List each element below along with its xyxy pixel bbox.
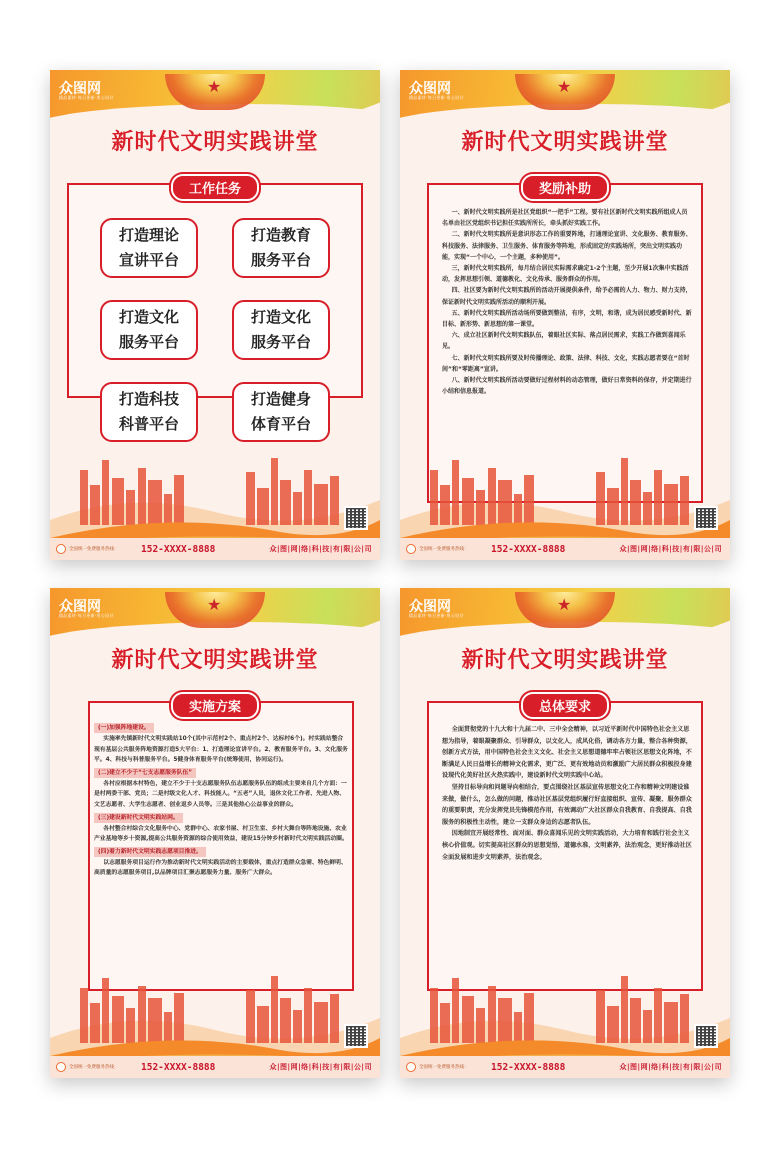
section-tab: 实施方案 (171, 692, 259, 719)
requirement-paragraph: 全面贯彻党的十九大和十九届二中、三中全会精神，以习近平新时代中国特色社会主义思想为指导，着眼凝聚群众、引导群众，以文化人，成风化俗，调动各方力量，整合各种资源，创新方式方法，用中国特色社会主义文化、社会主义思想道德牢牢占领社区思想文化阵地，不断满足人民日益增长的精神文化需求，更广泛、更有效地动员和激励广大居民群众积极投身建设现代化美好社区火热实践中，建设新时代文明实践中心站。 (442, 726, 692, 780)
rule-paragraph: 四、社区要为新时代文明实践所的活动开展提供条件，给予必需的人力、物力、财力支持，保证新时代文明实践所活动的顺利开展。 (442, 287, 692, 306)
brand-logo-subtitle: 精品素材·每日更新·用心设计 (409, 613, 464, 618)
plan-text (94, 721, 348, 879)
rule-paragraph: 三，新时代文明实践所，每月结合居民实际需求确定1-2个主题，至少开展1次集中实践活动，发挥思想引领、道德教化、文化传承、服务群众的作用。 (442, 265, 689, 284)
star-icon: ★ (557, 595, 572, 614)
hotline-label: 全国统一免费服务热线： (69, 547, 119, 552)
hotline-number: 152-XXXX-8888 (141, 543, 216, 555)
plan-section-heading: (二)建立不少于“七支志愿服务队伍” (94, 768, 196, 778)
section-tab: 总体要求 (521, 692, 609, 719)
qr-code-icon (694, 1024, 718, 1048)
company-signature: 众|图|网|络|科|技|有|限|公|司 (269, 1063, 372, 1071)
task-card (232, 300, 330, 360)
plan-paragraph: 以志愿服务项目运行作为推动新时代文明实践活动的主要载体，重点打造群众急需、特色鲜明、高质量的志愿服务项目,以品牌项目汇聚志愿服务力量、服务广大群众。 (94, 859, 347, 877)
star-icon: ★ (207, 595, 222, 614)
rule-paragraph: 六、成立社区新时代文明实践队伍，着眼社区实际、落点居民需求，实践工作做到喜闻乐见。 (442, 332, 686, 351)
brand-logo-subtitle: 精品素材·每日更新·用心设计 (409, 95, 464, 100)
qr-code-icon (344, 1024, 368, 1048)
task-line-2: 体育平台 (250, 415, 311, 433)
rule-paragraph: 七、新时代文明实践所要及时传播理论、政策、法律、科技、文化，实践志愿者要在“首时间”和“零距离”宣讲。 (442, 354, 690, 373)
qr-code-icon (344, 506, 368, 530)
brand-logo: 众图网 (409, 80, 451, 96)
task-line-1: 打造科技 (118, 390, 179, 408)
plan-paragraph: 实施率先镇新时代文明实践站10个(其中示范村2个、重点村2个、达标村6个)。村实践站整合现有基层公共服务阵地资源打造5大平台：1、打造理论宣讲平台。2、教育服务平台。3、文化服务平。4、科技与科普服务平台。5健身体育服务平台(统筹使用，协同运行)。 (94, 736, 348, 764)
plan-section-heading: (一)加强阵地建设。 (94, 723, 154, 733)
requirement-paragraph: 因地制宜开展经常性、面对面、群众喜闻乐见的文明实践活动，大力培育和践行社会主义核心价值观。切实提高社区群众的思想觉悟，道德水准，文明素养，法治观念，更好推动社区全面发展和进步文明素养，法治观念。 (442, 830, 692, 861)
rule-paragraph: 八、新时代文明实践所活动要做好过程材料的动态管理，做好日常资料的保存，并定期进行小结和信息报道。 (442, 377, 692, 396)
footer-bar (50, 538, 380, 560)
hotline-number: 152-XXXX-8888 (491, 543, 566, 555)
task-card (100, 382, 198, 442)
hotline-label: 全国统一免费服务热线： (69, 1065, 119, 1070)
rules-text (442, 207, 692, 397)
poster-title: 新时代文明实践讲堂 (461, 130, 669, 155)
brand-logo: 众图网 (409, 598, 451, 614)
chat-icon (406, 544, 416, 554)
poster-general-requirements (400, 588, 730, 1078)
task-line-2: 服务平台 (250, 251, 311, 269)
task-line-2: 服务平台 (118, 333, 179, 351)
footer-bar (400, 538, 730, 560)
footer-bar (400, 1056, 730, 1078)
brand-logo-subtitle: 精品素材·每日更新·用心设计 (59, 95, 114, 100)
task-card (100, 300, 198, 360)
task-grid (100, 218, 330, 442)
poster-implementation-plan (50, 588, 380, 1078)
task-card (232, 218, 330, 278)
task-line-2: 宣讲平台 (118, 251, 179, 269)
rule-paragraph: 五、新时代文明实践所活动场所要做到整洁，有序，文明，和谐，成为居民感受新时代、新目标、新形势、新思想的第一课堂。 (442, 309, 692, 329)
rule-paragraph: 二、新时代文明实践所是意识形态工作的重要阵地，打通理论宣讲、文化服务、教育服务、科技服务、法律服务、卫生服务、体育服务等阵地，形成固定的实践场所，突出文明实践功能，实现“一个中心，一个主题，多种使用”。 (442, 231, 692, 261)
plan-paragraph: 各村应根据本村特色，建立不少于十支志愿服务队伍志愿服务队伍的组成主要来自几个方面：一是村两委干部、党员；二是村级文化人才、科技能人。“五老”人员，退休文化工作者、先进人物、文艺志愿者、大学生志愿者、创业返乡人员等。三是其他热心公益事业的群众。 (94, 780, 347, 808)
plan-paragraph: 各村整合村综合文化服务中心、党群中心、农家书屋、村卫生室、乡村大舞台等阵地设施、农业产业基地等乡十资源,提高公共服务资源的综合使用效益，建设15分钟乡村新时代文明实践活动圈。 (94, 825, 348, 843)
task-line-2: 服务平台 (250, 333, 311, 351)
poster-rewards (400, 70, 730, 560)
section-tab: 工作任务 (171, 174, 259, 201)
chat-icon (56, 1062, 66, 1072)
company-signature: 众|图|网|络|科|技|有|限|公|司 (619, 545, 722, 553)
hotline-number: 152-XXXX-8888 (141, 1061, 216, 1073)
company-signature: 众|图|网|络|科|技|有|限|公|司 (619, 1063, 722, 1071)
task-card (232, 382, 330, 442)
plan-section-heading: (四)着力新时代文明实践志愿项目推进。 (94, 847, 206, 857)
poster-title: 新时代文明实践讲堂 (111, 648, 319, 673)
plan-section-heading: (三)建设新时代文明实践站网。 (94, 813, 183, 823)
chat-icon (56, 544, 66, 554)
requirement-paragraph: 坚持目标导向和问题导向相结合，要点围绕社区基层宣传思想文化工作和精神文明建设谁来做，做什么，怎么做的问题，推动社区基层党组织履行好直接组织、宣传、凝聚、服务群众的重要职责，充分发挥党员先锋模范作用，有效调动广大社区群众自我教育、自我提高、自我服务的积极性主动性，建立一支群众身边的志愿者队伍。 (442, 783, 692, 826)
chat-icon (406, 1062, 416, 1072)
poster-title: 新时代文明实践讲堂 (111, 130, 319, 155)
requirements-text (442, 724, 692, 863)
brand-logo: 众图网 (59, 80, 101, 96)
poster-work-tasks (50, 70, 380, 560)
footer-bar (50, 1056, 380, 1078)
hotline-label: 全国统一免费服务热线： (419, 1065, 469, 1070)
hotline-label: 全国统一免费服务热线： (419, 547, 469, 552)
poster-title: 新时代文明实践讲堂 (461, 648, 669, 673)
rule-paragraph: 一、新时代文明实践所是社区党组织“一把手”工程。要有社区新时代文明实践所组成人员名单由社区党组织书记担任实践所所长，牵头抓好实践工作。 (442, 209, 688, 228)
brand-logo: 众图网 (59, 598, 101, 614)
task-line-1: 打造文化 (118, 308, 179, 326)
task-line-1: 打造文化 (250, 308, 311, 326)
qr-code-icon (694, 506, 718, 530)
hotline-number: 152-XXXX-8888 (491, 1061, 566, 1073)
star-icon: ★ (207, 77, 222, 96)
task-line-1: 打造理论 (118, 226, 179, 244)
task-line-2: 科普平台 (118, 415, 179, 433)
company-signature: 众|图|网|络|科|技|有|限|公|司 (269, 545, 372, 553)
star-icon: ★ (557, 77, 572, 96)
task-card (100, 218, 198, 278)
task-line-1: 打造健身 (250, 390, 311, 408)
section-tab: 奖励补助 (521, 174, 609, 201)
brand-logo-subtitle: 精品素材·每日更新·用心设计 (59, 613, 114, 618)
task-line-1: 打造教育 (250, 226, 311, 244)
